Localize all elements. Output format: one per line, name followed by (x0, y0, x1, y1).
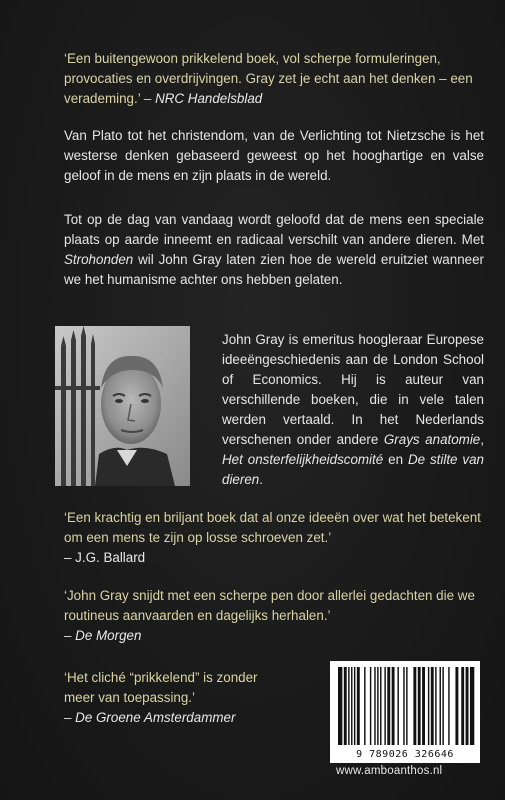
barcode-bar (461, 667, 464, 745)
quote-source: – De Groene Amsterdammer (64, 710, 236, 725)
barcode-bar (384, 667, 385, 745)
barcode-bar (364, 667, 365, 745)
barcode-bar (357, 667, 360, 745)
barcode-bar (392, 667, 395, 745)
barcode-bar (397, 667, 398, 745)
barcode-bar (470, 667, 474, 745)
barcode-bar (466, 667, 469, 745)
barcode-bar (370, 667, 371, 745)
barcode-bar (344, 667, 347, 745)
barcode-bar (348, 667, 349, 745)
publisher-url: www.amboanthos.nl (336, 765, 443, 777)
barcode-bar (431, 667, 434, 745)
barcode-bar (455, 667, 458, 745)
description-paragraph: Tot op de dag van vandaag wordt geloofd dat de mens een speciale plaats op aarde inneemt en radicaal verschilt van andere dieren. Met Strohonden wil John Gray laten zien hoe de wereld eruitziet wanneer we het humanisme achter ons hebben gelaten. (64, 212, 484, 287)
barcode-bar (442, 667, 443, 745)
barcode-bar (354, 667, 355, 745)
barcode-bar (406, 667, 407, 745)
review-quote-de-morgen: ‘John Gray snijdt met een scherpe pen door allerlei gedachten die we routineus aanvaarden en dagelijks herhalen.’ – De Morgen (64, 586, 486, 646)
isbn-barcode (330, 661, 480, 763)
barcode-bar (422, 667, 425, 745)
barcode-bar (403, 667, 404, 745)
barcode-bar (374, 667, 375, 745)
barcode-bar (351, 667, 352, 745)
barcode-bar (387, 667, 390, 745)
barcode-bars (330, 661, 480, 747)
barcode-bar (380, 667, 381, 745)
barcode-bar (413, 667, 416, 745)
book-title: Strohonden (64, 252, 134, 267)
author-bio: John Gray is emeritus hoogleraar Europese ideeëngeschiedenis aan de London School of Economics. Hij is auteur van verschillende boeken, die in vele talen werden vertaald. In het Nederlands verschenen onder andere Grays anatomie, Het onsterfelijkheidscomité en De stilte van dieren. (222, 332, 484, 487)
barcode-bar (418, 667, 421, 745)
barcode-bar (435, 667, 436, 745)
book-title: Het onsterfelijkheidscomité (222, 452, 384, 467)
author-photo (55, 326, 190, 486)
isbn-number: 9 789026 326646 (356, 749, 454, 760)
book-title: Grays anatomie (383, 432, 481, 447)
review-quote-nrc: ‘Een buitengewoon prikkelend boek, vol scherpe formuleringen, provocaties en overdrijvingen. Gray zet je echt aan het denken – een verademing.’ – NRC Handelsblad (64, 51, 473, 106)
book-title: De stilte van dieren (222, 452, 484, 487)
barcode-bar (428, 667, 429, 745)
barcode-bar (377, 667, 378, 745)
quote-source: NRC Handelsblad (155, 91, 263, 106)
review-quote-ballard: ‘Een krachtig en briljant boek dat al onze ideeën over wat het betekent om een mens te zijn op losse schroeven zet.’ – J.G. Ballard (64, 508, 484, 568)
barcode-bar (338, 667, 342, 745)
barcode-bar (440, 667, 441, 745)
intro-paragraph: Van Plato tot het christendom, van de Verlichting tot Nietzsche is het westerse denken gebaseerd geweest op het hooghartige en valse geloof in de mens en zijn plaats in de wereld. (64, 128, 484, 183)
quote-source: – J.G. Ballard (64, 550, 146, 565)
review-quote-groene: ‘Het cliché “prikkelend” is zonder meer van toepassing.’ – De Groene Amsterdammer (64, 668, 284, 728)
author-portrait-image (55, 326, 190, 486)
barcode-bar (448, 667, 449, 745)
quote-source: – De Morgen (64, 628, 142, 643)
